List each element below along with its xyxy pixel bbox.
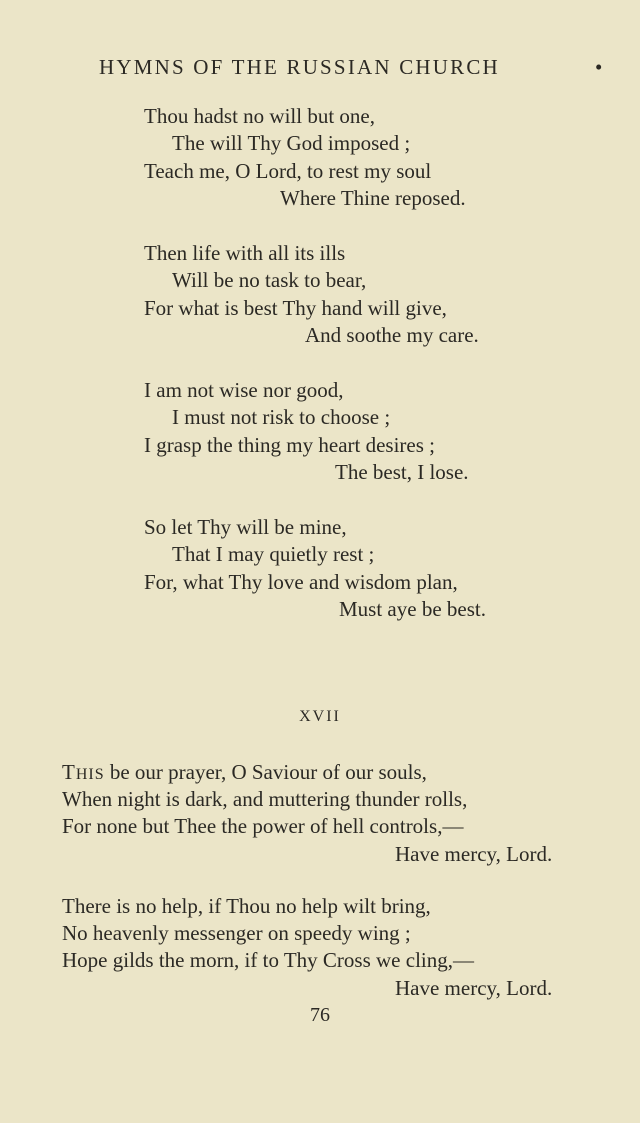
- running-head-title: HYMNS OF THE RUSSIAN CHURCH: [99, 55, 500, 79]
- verse-line: Will be no task to bear,: [172, 268, 367, 292]
- verse-line: The will Thy God imposed ;: [172, 131, 411, 155]
- verse-line-refrain: Have mercy, Lord.: [395, 976, 553, 1000]
- verse-line: Must aye be best.: [339, 597, 486, 621]
- verse-line: So let Thy will be mine,: [144, 515, 347, 539]
- verse-line: For what is best Thy hand will give,: [144, 296, 447, 320]
- verse-line-refrain: Have mercy, Lord.: [395, 842, 553, 866]
- verse-line: For, what Thy love and wisdom plan,: [144, 570, 458, 594]
- verse-line: And soothe my care.: [305, 323, 479, 347]
- running-head-mark: •: [595, 55, 605, 79]
- verse-line: Hope gilds the morn, if to Thy Cross we cling,—: [62, 948, 474, 972]
- verse-line: No heavenly messenger on speedy wing ;: [62, 921, 411, 945]
- verse-line: Thou hadst no will but one,: [144, 104, 375, 128]
- verse-line: Teach me, O Lord, to rest my soul: [144, 159, 432, 183]
- verse-line: That I may quietly rest ;: [172, 542, 375, 566]
- hymn-number: XVII: [299, 708, 341, 725]
- page-number: 76: [310, 1004, 330, 1026]
- verse-line: There is no help, if Thou no help wilt bring,: [62, 894, 431, 918]
- verse-line: Then life with all its ills: [144, 241, 346, 265]
- verse-line: For none but Thee the power of hell controls,—: [62, 814, 464, 838]
- verse-line: I grasp the thing my heart desires ;: [144, 433, 436, 457]
- verse-line: Where Thine reposed.: [280, 186, 466, 210]
- verse-line: I am not wise nor good,: [144, 378, 344, 402]
- verse-line: I must not risk to choose ;: [172, 405, 391, 429]
- verse-line-first: [62, 759, 427, 788]
- dropcap: T: [62, 760, 76, 784]
- first-line-rest: be our prayer, O Saviour of our souls,: [104, 760, 427, 784]
- smallcaps-text: HIS: [75, 766, 105, 783]
- verse-line: The best, I lose.: [335, 460, 469, 484]
- verse-line: When night is dark, and muttering thunder rolls,: [62, 787, 468, 811]
